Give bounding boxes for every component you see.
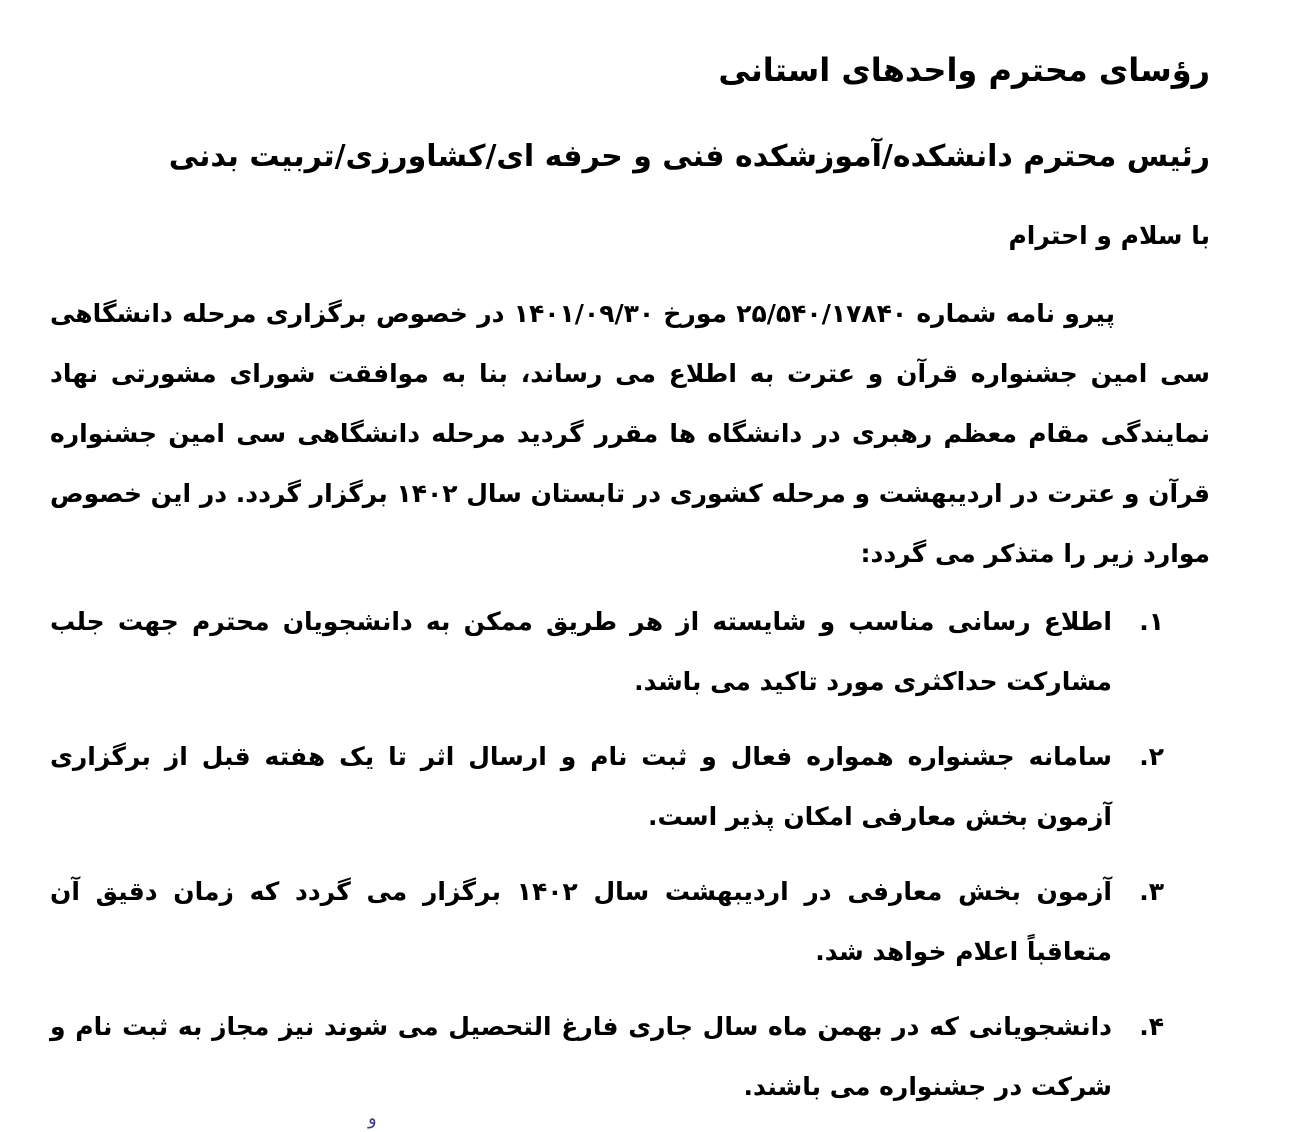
list-item-text: دانشجویانی که در بهمن ماه سال جاری فارغ التحصیل می شوند نیز مجاز به ثبت نام و شرکت در جشنواره می باشند.: [50, 1012, 1112, 1101]
list-item-number: ۲.: [1139, 742, 1164, 771]
list-item-number: ۳.: [1139, 877, 1164, 906]
stray-ink-mark: و: [368, 1108, 377, 1129]
list-item-text: سامانه جشنواره همواره فعال و ثبت نام و ارسال اثر تا یک هفته قبل از برگزاری آزمون بخش معارفی امکان پذیر است.: [50, 742, 1112, 831]
list-item: [50, 727, 1210, 847]
list-item-number: ۱.: [1139, 607, 1164, 636]
recipient-heading: رؤسای محترم واحدهای استانی: [718, 51, 1210, 89]
list-item: [50, 997, 1210, 1117]
list-item: [50, 592, 1210, 712]
list-item-text: آزمون بخش معارفی در اردیبهشت سال ۱۴۰۲ برگزار می گردد که زمان دقیق آن متعاقباً اعلام خواهد شد.: [50, 877, 1113, 966]
body-paragraph: پیرو نامه شماره ۲۵/۵۴۰/۱۷۸۴۰ مورخ ۱۴۰۱/۰۹/۳۰ در خصوص برگزاری مرحله دانشگاهی سی امین جشنواره قرآن و عترت به اطلاع می رساند، بنا به موافقت شورای مشورتی نهاد نمایندگی مقام معظم رهبری در دانشگاه ها مقرر گردید مرحله دانشگاهی سی امین جشنواره قرآن و عترت در اردیبهشت و مرحله کشوری در تابستان سال ۱۴۰۲ برگزار گردد. در این خصوص موارد زیر را متذکر می گردد:: [50, 299, 1210, 568]
list-item-text: اطلاع رسانی مناسب و شایسته از هر طریق ممکن به دانشجویان محترم جهت جلب مشارکت حداکثری مورد تاکید می باشد.: [50, 607, 1112, 696]
points-list: [50, 592, 1210, 1132]
greeting: با سلام و احترام: [1008, 221, 1210, 250]
list-item-number: ۴.: [1139, 1012, 1164, 1041]
secondary-recipient-heading: رئیس محترم دانشکده/آموزشکده فنی و حرفه ای/کشاورزی/تربیت بدنی: [168, 139, 1210, 174]
list-item: [50, 862, 1210, 982]
